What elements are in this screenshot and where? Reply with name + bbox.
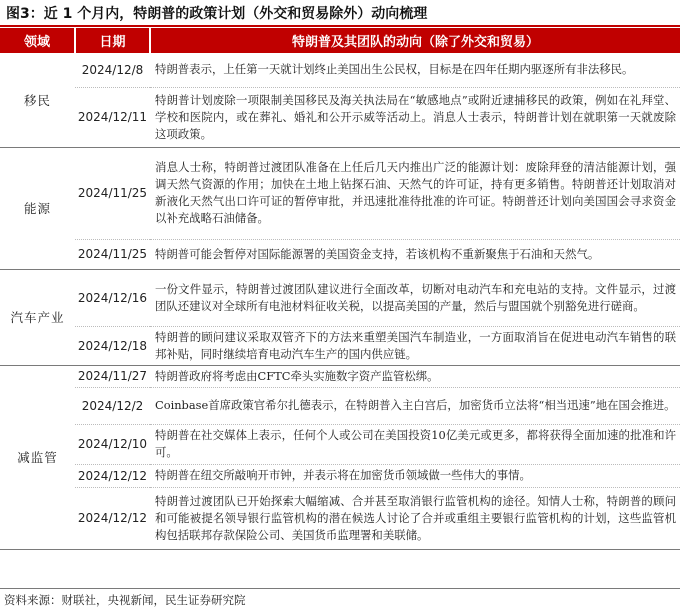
row-text: Coinbase首席政策官希尔扎德表示，在特朗普入主白宫后，加密货币立法将“相当迅速”地在国会推进。 <box>150 387 680 424</box>
row-text: 特朗普计划废除一项限制美国移民及海关执法局在“敏感地点”或附近逮捕移民的政策，例如在礼拜堂、学校和医院内，或在葬礼、婚礼和公开示威等活动上。消息人士表示，特朗普计划在就职第一天就废除这项政策。 <box>150 87 680 147</box>
row-text: 特朗普政府将考虑由CFTC牵头实施数字资产监管松绑。 <box>150 365 680 387</box>
table-row <box>0 387 680 424</box>
category-energy: 能源 <box>0 147 75 269</box>
row-date: 2024/12/11 <box>75 87 150 147</box>
table-row <box>0 424 680 464</box>
row-date: 2024/12/12 <box>75 487 150 549</box>
row-date: 2024/12/8 <box>75 53 150 87</box>
category-immigration: 移民 <box>0 53 75 147</box>
row-text: 特朗普在纽交所敲响开市钟，并表示将在加密货币领域做一些伟大的事情。 <box>150 464 680 487</box>
row-text: 特朗普过渡团队已开始探索大幅缩减、合并甚至取消银行监管机构的途径。知情人士称，特朗普的顾问和可能被提名领导银行监管机构的潜在候选人讨论了合并或重组主要银行监管机构的计划，这些监管机构包括联邦存款保险公司、美国货币监理署和美联储。 <box>150 487 680 549</box>
header-date: 日期 <box>75 28 150 53</box>
header-category: 领域 <box>0 28 75 53</box>
row-text: 特朗普可能会暂停对国际能源署的美国资金支持，若该机构不重新聚焦于石油和天然气。 <box>150 239 680 269</box>
table-row <box>0 365 680 387</box>
footer-rule <box>0 588 680 589</box>
title-rule <box>0 25 680 27</box>
row-text: 特朗普表示，上任第一天就计划终止美国出生公民权，目标是在四年任期内驱逐所有非法移民。 <box>150 53 680 87</box>
policy-table <box>0 28 680 550</box>
table-row <box>0 147 680 239</box>
row-date: 2024/11/25 <box>75 147 150 239</box>
table-row <box>0 269 680 326</box>
row-text: 一份文件显示，特朗普过渡团队建议进行全面改革，切断对电动汽车和充电站的支持。文件显示，过渡团队还建议对全球所有电池材料征收关税，以提高美国的产量，然后与盟国就个别豁免进行磋商。 <box>150 269 680 326</box>
table-row <box>0 464 680 487</box>
table-row <box>0 239 680 269</box>
row-text: 特朗普在社交媒体上表示，任何个人或公司在美国投资10亿美元或更多，都将获得全面加速的批准和许可。 <box>150 424 680 464</box>
row-date: 2024/12/12 <box>75 464 150 487</box>
category-auto-industry: 汽车产业 <box>0 269 75 365</box>
category-deregulation: 减监管 <box>0 365 75 549</box>
figure-title: 图3：近 1 个月内，特朗普的政策计划（外交和贸易除外）动向梳理 <box>6 6 428 22</box>
source-note: 资料来源：财联社，央视新闻，民生证券研究院 <box>4 593 246 607</box>
table-row <box>0 53 680 87</box>
row-date: 2024/12/16 <box>75 269 150 326</box>
header-content: 特朗普及其团队的动向（除了外交和贸易） <box>150 28 680 53</box>
row-text: 特朗普的顾问建议采取双管齐下的方法来重塑美国汽车制造业，一方面取消旨在促进电动汽车销售的联邦补贴，同时继续培育电动汽车生产的国内供应链。 <box>150 326 680 365</box>
row-date: 2024/12/2 <box>75 387 150 424</box>
row-text: 消息人士称，特朗普过渡团队准备在上任后几天内推出广泛的能源计划：废除拜登的清洁能源计划，强调天然气资源的作用；加快在土地上钻探石油、天然气的许可证，持有更多销售。特朗普还计划取消对新液化天然气出口许可证的暂停审批，并迅速批准待批准的许可证。特朗普还计划向美国国会寻求资金以补充战略石油储备。 <box>150 147 680 239</box>
row-date: 2024/11/25 <box>75 239 150 269</box>
table-row <box>0 487 680 549</box>
row-date: 2024/12/10 <box>75 424 150 464</box>
row-date: 2024/12/18 <box>75 326 150 365</box>
table-row <box>0 87 680 147</box>
row-date: 2024/11/27 <box>75 365 150 387</box>
table-header-row <box>0 28 680 53</box>
table-row <box>0 326 680 365</box>
